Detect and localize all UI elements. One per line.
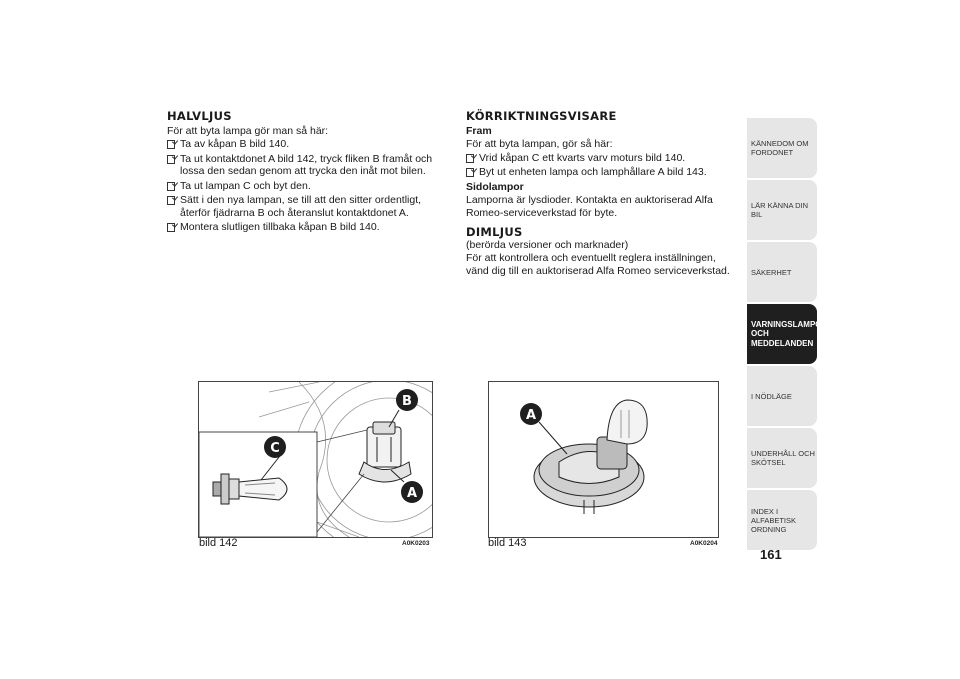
tab-index[interactable]: INDEX I ALFABETISK ORDNING xyxy=(747,490,817,550)
figure-caption: bild 143 xyxy=(488,537,527,549)
list-item: Ta av kåpan B bild 140. xyxy=(167,138,447,151)
checkbox-bullet-icon xyxy=(167,196,175,205)
checkbox-bullet-icon xyxy=(466,168,474,177)
figure-142 xyxy=(198,381,433,538)
page-number: 161 xyxy=(760,547,782,562)
bulb-holder-illustration xyxy=(489,382,718,537)
body-text: Lamporna är lysdioder. Kontakta en auktoriserad Alfa Romeo-serviceverkstad för byte. xyxy=(466,194,713,219)
checkbox-bullet-icon xyxy=(167,155,175,164)
subtitle-text: (berörda versioner och marknader) xyxy=(466,238,629,251)
chapter-tabs xyxy=(747,118,828,552)
checkbox-bullet-icon xyxy=(466,154,474,163)
list-item: Montera slutligen tillbaka kåpan B bild 140. xyxy=(167,221,447,234)
list-item: Ta ut lampan C och byt den. xyxy=(167,180,447,193)
subheading-sidolampor: Sidolampor xyxy=(466,180,524,193)
tab-lar-kanna[interactable]: LÄR KÄNNA DIN BIL xyxy=(747,180,817,240)
figure-code: A0K0203 xyxy=(402,540,430,547)
right-column xyxy=(466,110,741,278)
intro-text: För att byta lampan, gör så här: xyxy=(466,138,613,150)
section-heading-korriktningsvisare: KÖRRIKTNINGSVISARE xyxy=(466,109,617,123)
list-item: Ta ut kontaktdonet A bild 142, tryck fliken B framåt och lossa den sedan genom att trycka den inåt mot bilen. xyxy=(167,153,447,178)
tab-sakerhet[interactable]: SÄKERHET xyxy=(747,242,817,302)
section-heading-dimljus: DIMLJUS xyxy=(466,225,523,239)
checkbox-bullet-icon xyxy=(167,223,175,232)
callout-label: B xyxy=(402,394,412,409)
figure-caption: bild 142 xyxy=(199,537,238,549)
figure-143 xyxy=(488,381,719,538)
callout-label: C xyxy=(270,441,280,456)
figure-code: A0K0204 xyxy=(690,540,718,547)
list-item: Sätt i den nya lampan, se till att den sitter ordentligt, återför fjädrarna B och återanslut kontaktdonet A. xyxy=(167,194,447,219)
list-item: Vrid kåpan C ett kvarts varv moturs bild 140. xyxy=(466,152,741,165)
tab-underhall[interactable]: UNDERHÅLL OCH SKÖTSEL xyxy=(747,428,817,488)
tab-i-nodlage[interactable]: I NÖDLÄGE xyxy=(747,366,817,426)
checkbox-bullet-icon xyxy=(167,182,175,191)
tab-kannedom[interactable]: KÄNNEDOM OM FORDONET xyxy=(747,118,817,178)
callout-label: A xyxy=(406,486,418,501)
headlamp-illustration xyxy=(199,382,432,537)
left-column xyxy=(167,110,447,236)
section-heading-halvljus: HALVLJUS xyxy=(167,109,232,123)
callout-label: A xyxy=(525,408,537,423)
subheading-fram: Fram xyxy=(466,124,492,137)
list-item: Byt ut enheten lampa och lamphållare A bild 143. xyxy=(466,166,741,179)
intro-text: För att byta lampa gör man så här: xyxy=(167,124,329,137)
checkbox-bullet-icon xyxy=(167,140,175,149)
body-text: För att kontrollera och eventuellt reglera inställningen, vänd dig till en auktoriserad Alfa Romeo serviceverkstad. xyxy=(466,252,730,277)
tab-varningslampor[interactable]: VARNINGSLAMPOR OCH MEDDELANDEN xyxy=(747,304,817,364)
